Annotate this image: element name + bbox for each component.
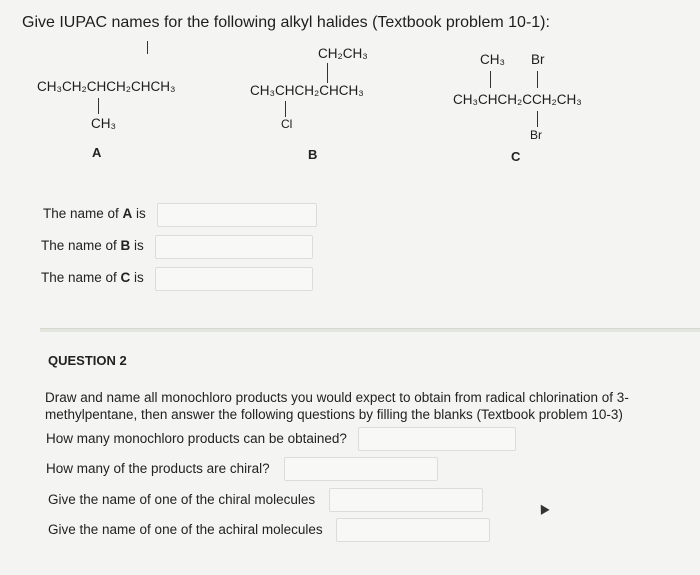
q2-chiral-name-label: Give the name of one of the chiral molecules	[48, 492, 316, 507]
compound-a-methyl: CH₃	[91, 116, 116, 131]
q2-chiral-count-label: How many of the products are chiral?	[46, 461, 270, 476]
compound-b-ethyl-bond	[327, 63, 328, 83]
compound-b-ethyl: CH₂CH₃	[318, 46, 368, 61]
compound-c-main-chain: CH₃CHCH₂CCH₂CH₃	[453, 92, 582, 107]
name-c-label: The name of C is	[41, 270, 144, 285]
q2-chiral-name-input[interactable]	[329, 488, 483, 512]
compound-b-chloro: Cl	[281, 117, 293, 131]
compound-c-bromo-top-bond	[537, 71, 538, 88]
q2-count-input[interactable]	[358, 427, 516, 451]
question-2-title: QUESTION 2	[48, 353, 127, 368]
q2-chiral-count-input[interactable]	[284, 457, 438, 481]
name-c-input[interactable]	[155, 267, 313, 291]
compound-a-label: A	[92, 145, 102, 160]
compound-c-methyl: CH₃	[480, 52, 505, 67]
name-b-input[interactable]	[155, 235, 313, 259]
name-b-label: The name of B is	[41, 238, 144, 253]
compound-b-chloro-bond	[285, 101, 286, 117]
q2-count-label: How many monochloro products can be obtained?	[46, 431, 347, 446]
compound-b-main-chain: CH₃CHCH₂CHCH₃	[250, 83, 364, 98]
compound-a-main-chain: CH₃CH₂CHCH₂CHCH₃	[37, 79, 176, 94]
compound-a-methyl-bond	[98, 98, 99, 114]
q2-achiral-name-input[interactable]	[336, 518, 490, 542]
name-a-input[interactable]	[157, 203, 317, 227]
question-1-title: Give IUPAC names for the following alkyl halides (Textbook problem 10-1):	[22, 14, 550, 31]
compound-c-bromo-top: Br	[531, 52, 545, 67]
compound-a-top-bond	[147, 41, 148, 54]
section-divider-shadow	[40, 329, 700, 332]
compound-c-label: C	[511, 149, 521, 164]
name-a-label: The name of A is	[43, 206, 146, 221]
compound-b-label: B	[308, 147, 318, 162]
compound-c-bromo-bottom-bond	[537, 111, 538, 127]
mouse-cursor-icon	[536, 502, 549, 515]
question-2-instructions: Draw and name all monochloro products you would expect to obtain from radical chlorination of 3-methylpentane, then answer the following questions by filling the blanks (Textbook problem 10-3)	[45, 390, 629, 422]
q2-achiral-name-label: Give the name of one of the achiral molecules	[48, 522, 323, 537]
compound-c-methyl-bond	[490, 71, 491, 88]
compound-c-bromo-bottom: Br	[530, 128, 542, 142]
